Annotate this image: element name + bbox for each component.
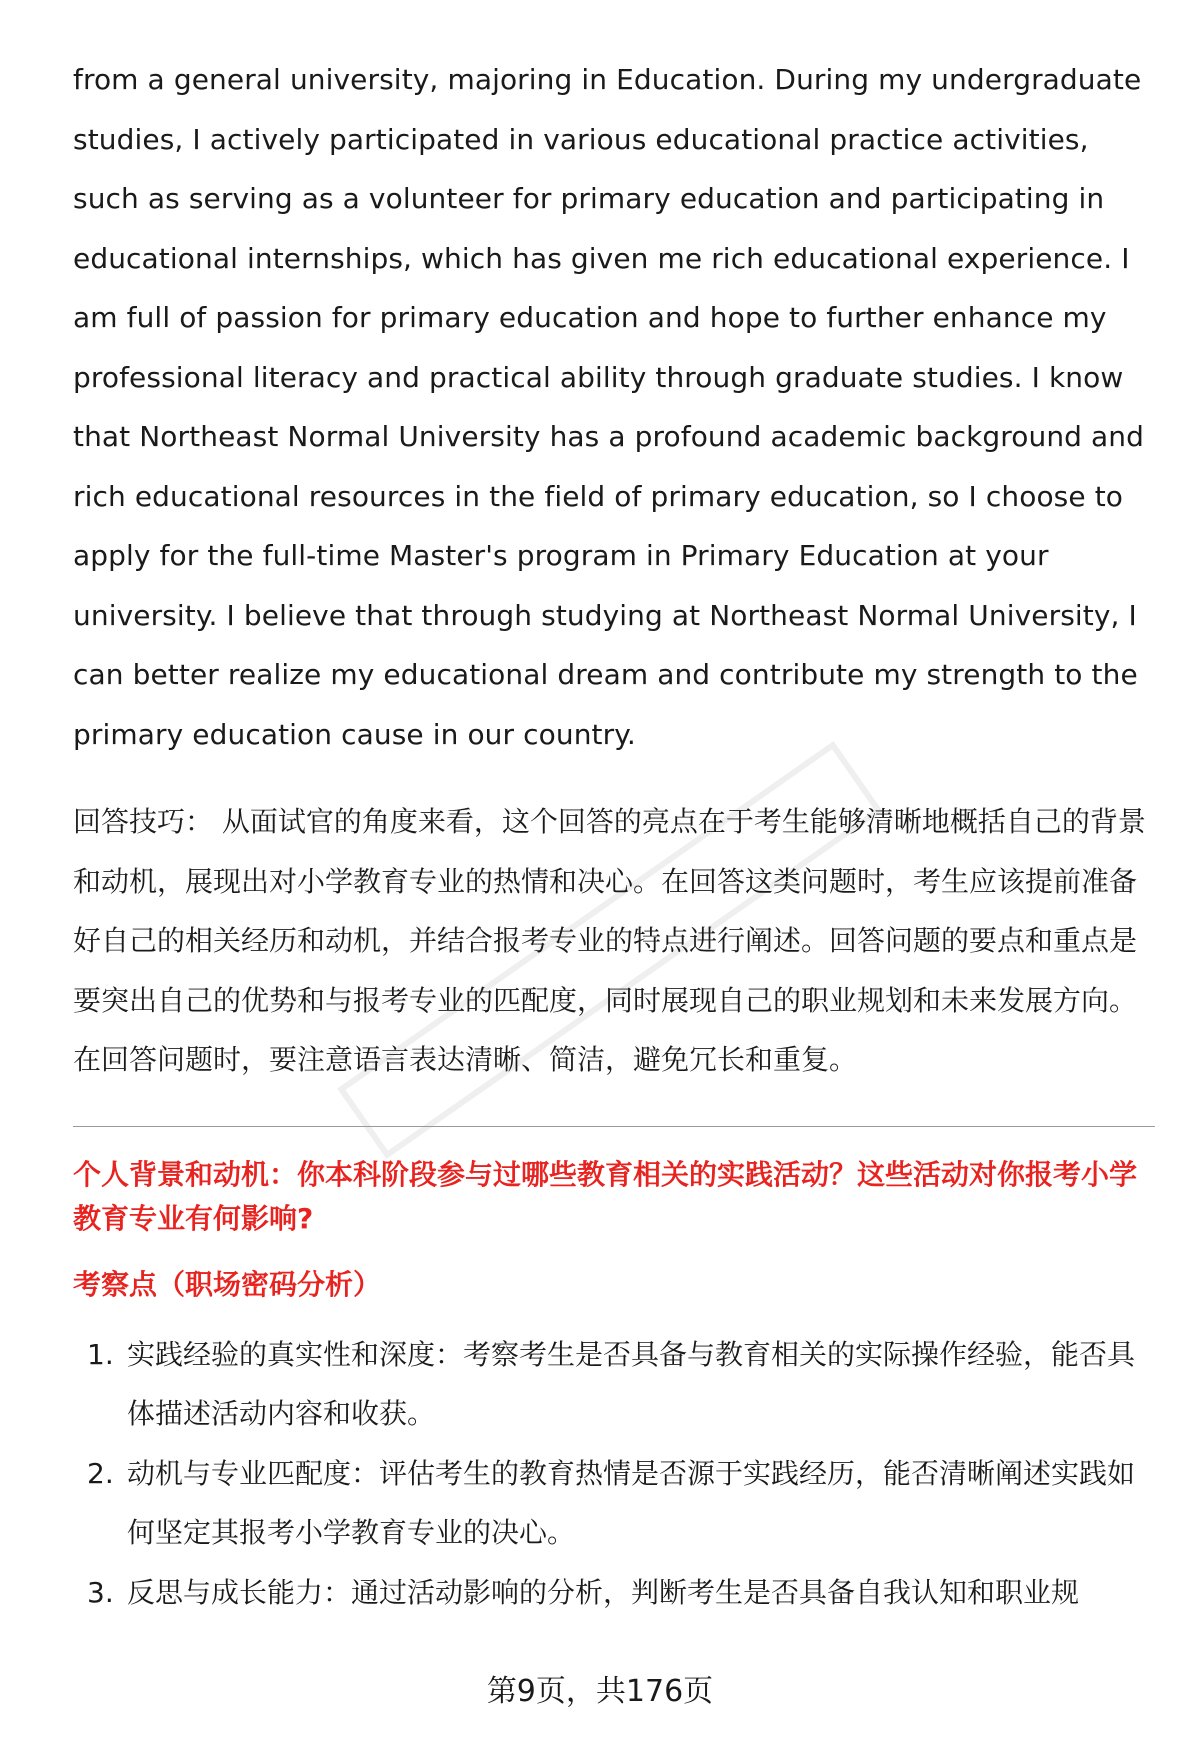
list-item-number: 2.	[87, 1456, 114, 1490]
answer-tips-paragraph: 回答技巧： 从面试官的角度来看，这个回答的亮点在于考生能够清晰地概括自己的背景和动机，展现出对小学教育专业的热情和决心。在回答这类问题时，考生应该提前准备好自己的相关经历和动机，并结合报考专业的特点进行阐述。回答问题的要点和重点是要突出自己的优势和与报考专业的匹配度，同时展现自己的职业规划和未来发展方向。在回答问题时，要注意语言表达清晰、简洁，避免冗长和重复。	[73, 805, 1146, 1076]
document-page	[73, 50, 1155, 1622]
list-item-text: 实践经验的真实性和深度：考察考生是否具备与教育相关的实际操作经验，能否具体描述活动内容和收获。	[127, 1337, 1136, 1430]
section-divider	[73, 1126, 1155, 1127]
list-item-text: 动机与专业匹配度：评估考生的教育热情是否源于实践经历，能否清晰阐述实践如何坚定其报考小学教育专业的决心。	[127, 1456, 1136, 1549]
assessment-points-heading: 考察点（职场密码分析）	[73, 1267, 382, 1301]
list-item-text: 反思与成长能力：通过活动影响的分析，判断考生是否具备自我认知和职业规	[127, 1575, 1080, 1609]
list-item	[73, 1325, 1155, 1444]
page-number-footer: 第9页，共176页	[486, 1674, 714, 1709]
english-answer-paragraph: from a general university, majoring in Education. During my undergraduate studies, I actively participated in various educational practice activities, such as serving as a volunteer for primary education and participating in educational internships, which has given me rich educational experience. I am full of passion for primary education and hope to further enhance my professional literacy and practical ability through graduate studies. I know that Northeast Normal University has a profound academic background and rich educational resources in the field of primary education, so I choose to apply for the full-time Master's program in Primary Education at your university. I believe that through studying at Northeast Normal University, I can better realize my educational dream and contribute my strength to the primary education cause in our country.	[73, 63, 1145, 751]
list-item	[73, 1563, 1155, 1623]
list-item-number: 1.	[87, 1337, 114, 1371]
list-item	[73, 1444, 1155, 1563]
question-heading: 个人背景和动机：你本科阶段参与过哪些教育相关的实践活动？这些活动对你报考小学教育专业有何影响?	[73, 1157, 1138, 1235]
list-item-number: 3.	[87, 1575, 114, 1609]
assessment-points-list	[73, 1325, 1155, 1623]
